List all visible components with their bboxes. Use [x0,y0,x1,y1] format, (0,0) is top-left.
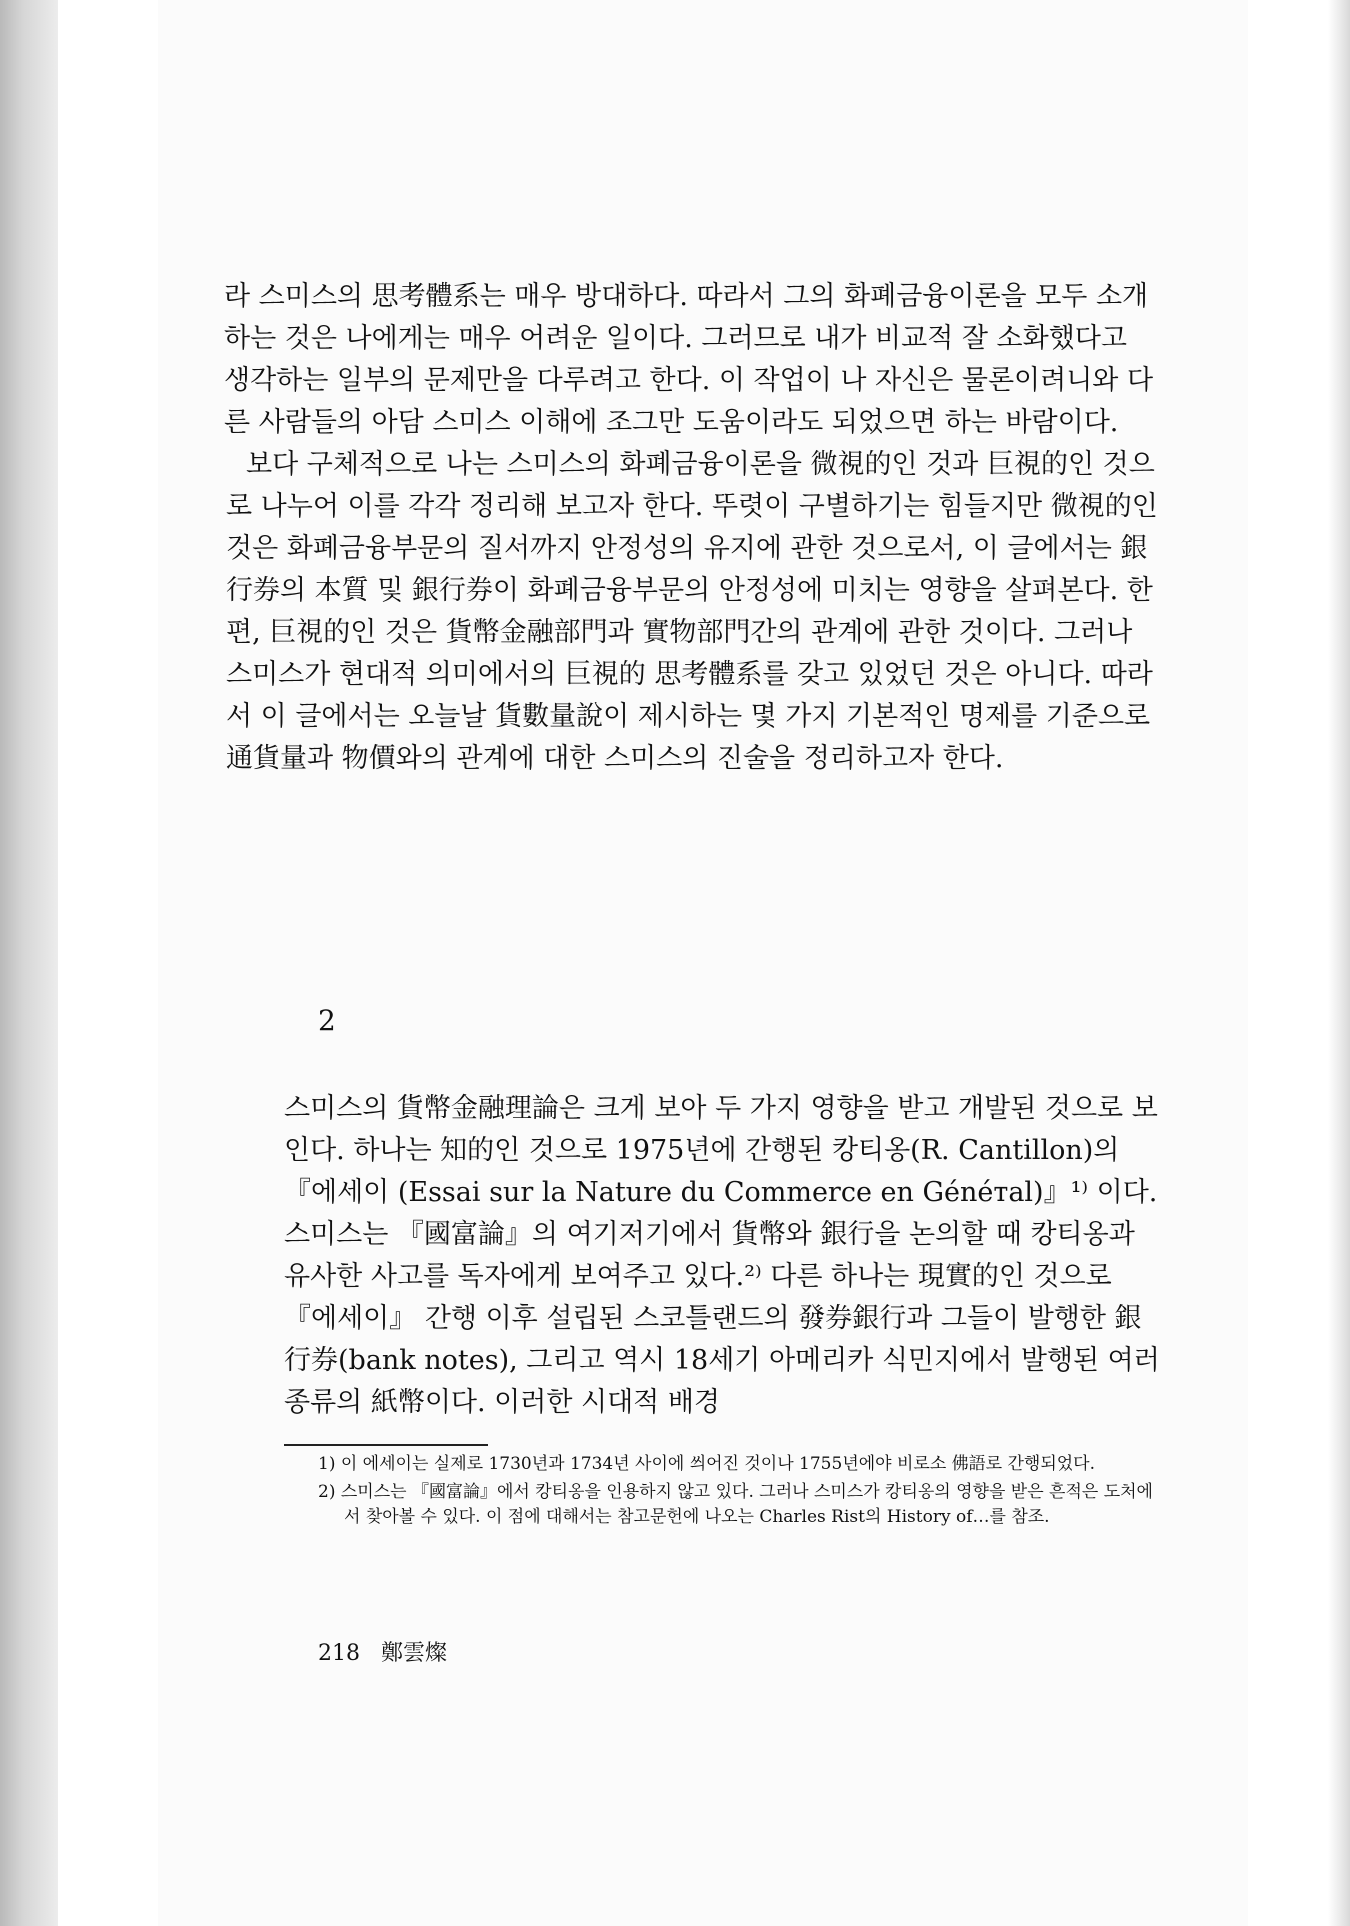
author-name: 鄭雲燦 [381,1641,448,1666]
section-number: 2 [318,1004,336,1037]
book-edge-left [0,0,58,1926]
intro-paragraph-2 [224,444,1160,780]
footnote-1: 1) 이 에세이는 실제로 1730년과 1734년 사이에 씌어진 것이나 1755년에야 비로소 佛語로 간행되었다. [318,1454,1095,1474]
intro-paragraph-2-text: 보다 구체적으로 나는 스미스의 화폐금융이론을 微視的인 것과 巨視的인 것으로 나누어 이를 각각 정리해 보고자 한다. 뚜렷이 구별하기는 힘들지만 微視的인 것은 화폐금융부문의 질서까지 안정성의 유지에 관한 것으로서, 이 글에서는 銀行券의 本質 및 銀行券이 화폐금융부문의 안정성에 미치는 영향을 살펴본다. 한편, 巨視的인 것은 貨幣金融部門과 實物部門간의 관계에 관한 것이다. 그러나 스미스가 현대적 의미에서의 巨視的 思考體系를 갖고 있었던 것은 아니다. 따라서 이 글에서는 오늘날 貨數量說이 제시하는 몇 가지 기본적인 명제를 기준으로 通貨量과 物價와의 관계에 대한 스미스의 진술을 정리하고자 한다. [226,449,1158,774]
intro-paragraph-1: 라 스미스의 思考體系는 매우 방대하다. 따라서 그의 화폐금융이론을 모두 소개하는 것은 나에게는 매우 어려운 일이다. 그러므로 내가 비교적 잘 소화했다고 생각하는 일부의 문제만을 다루려고 한다. 이 작업이 나 자신은 물론이려니와 다른 사람들의 아담 스미스 이해에 조그만 도움이라도 되었으면 하는 바람이다. [224,281,1154,438]
footnotes [318,1452,1160,1533]
footnote-divider [284,1444,488,1446]
book-edge-right [1328,0,1350,1926]
page-footer [318,1636,461,1667]
intro-text [224,276,1160,780]
footnote-2: 2) 스미스는 『國富論』에서 캉티옹을 인용하지 않고 있다. 그러나 스미스가 캉티옹의 영향을 받은 흔적은 도처에서 찾아볼 수 있다. 이 점에 대해서는 참고문헌에 나오는 Charles Rist의 History of…를 참조. [318,1482,1153,1527]
page-number: 218 [318,1641,360,1666]
section-paragraph: 스미스의 貨幣金融理論은 크게 보아 두 가지 영향을 받고 개발된 것으로 보인다. 하나는 知的인 것으로 1975년에 간행된 캉티옹(R. Cantillon)의 『에세이 (Essai sur la Nature du Commerce en Généтal)』¹⁾ 이다. 스미스는 『國富論』의 여기저기에서 貨幣와 銀行을 논의할 때 캉티옹과 유사한 사고를 독자에게 보여주고 있다.²⁾ 다른 하나는 現實的인 것으로 『에세이』 간행 이후 설립된 스코틀랜드의 發券銀行과 그들이 발행한 銀行券(bank notes), 그리고 역시 18세기 아메리카 식민지에서 발행된 여러 종류의 紙幣이다. 이러한 시대적 배경 [284,1093,1160,1418]
section-text [284,1088,1160,1424]
